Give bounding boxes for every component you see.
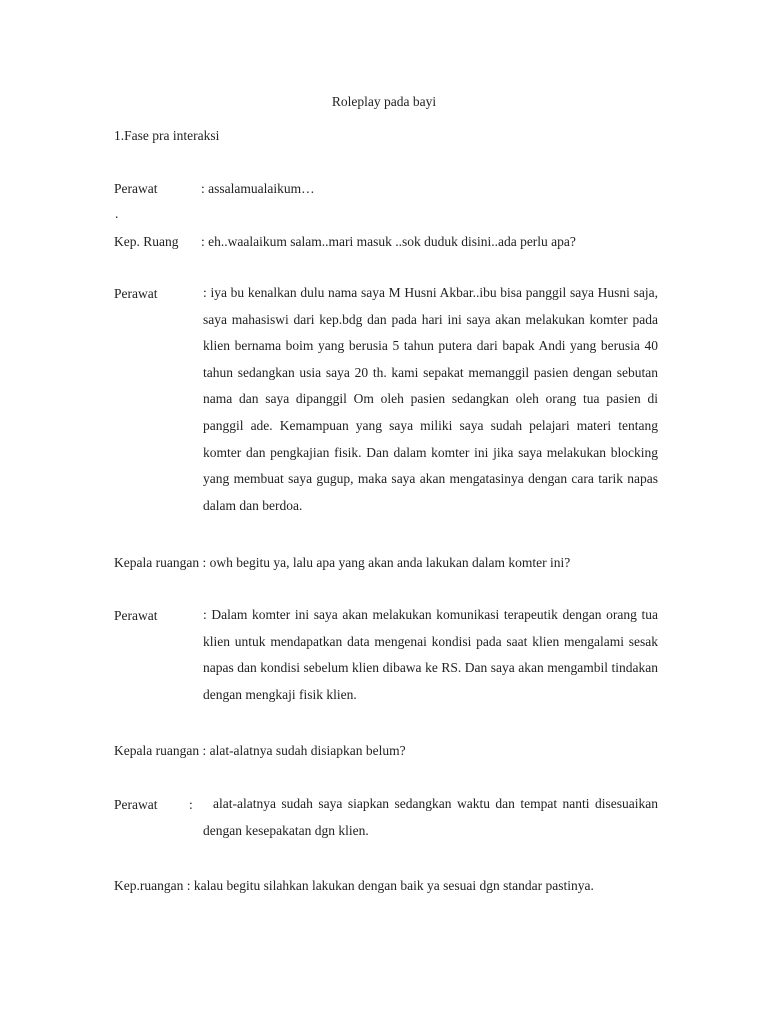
document-title: Roleplay pada bayi [331,94,437,109]
dialogue-paragraph: : iya bu kenalkan dulu nama saya M Husni Akbar..ibu bisa panggil saya Husni saja, saya mahasiswi dari kep.bdg dan pada hari ini saya akan melakukan komter pada klien bernama boim yang berusia 5 tahun putera dari bapak Andi yang berusia 40 tahun sedangkan usia saya 20 th. kami sepakat memanggil pasien dengan sebutan nama dan saya dipanggil Om oleh pasien sedangkan oleh orang tua pasien di panggil ade. Kemampuan yang saya miliki saya sudah pelajari materi tentang komter dan pengkajian fisik. Dan dalam komter ini jika saya melakukan blocking yang membuat saya gugup, maka saya akan mengatasinya dengan cara tarik napas dalam dan berdoa. [203,285,658,513]
dialogue-line: Kepala ruangan : alat-alatnya sudah disiapkan belum? [114,743,406,758]
speaker-label: Perawat [114,181,158,196]
stray-dot: . [115,206,119,221]
dialogue-line: Kepala ruangan : owh begitu ya, lalu apa yang akan anda lakukan dalam komter ini? [114,555,571,570]
speaker-label: Perawat [114,797,158,812]
speaker-label: Perawat [114,608,158,623]
speaker-label: Perawat [114,286,158,301]
dialogue-paragraph: : Dalam komter ini saya akan melakukan komunikasi terapeutik dengan orang tua klien untuk mendapatkan data mengenai kondisi pada saat klien mengalami sesak napas dan kondisi sebelum klien dibawa ke RS. Dan saya akan mengambil tindakan dengan mengkaji fisik klien. [203,607,658,702]
dialogue-text: : assalamualaikum… [201,181,315,196]
speaker-label: Kep. Ruang [114,234,179,249]
speaker-colon: : [189,797,193,812]
dialogue-paragraph: alat-alatnya sudah saya siapkan sedangkan waktu dan tempat nanti disesuaikan dengan kesepakatan dgn klien. [203,796,658,838]
dialogue-line: Kep.ruangan : kalau begitu silahkan lakukan dengan baik ya sesuai dgn standar pastinya. [114,878,594,893]
dialogue-text: : eh..waalaikum salam..mari masuk ..sok duduk disini..ada perlu apa? [201,234,576,249]
section-heading: 1.Fase pra interaksi [114,128,220,143]
